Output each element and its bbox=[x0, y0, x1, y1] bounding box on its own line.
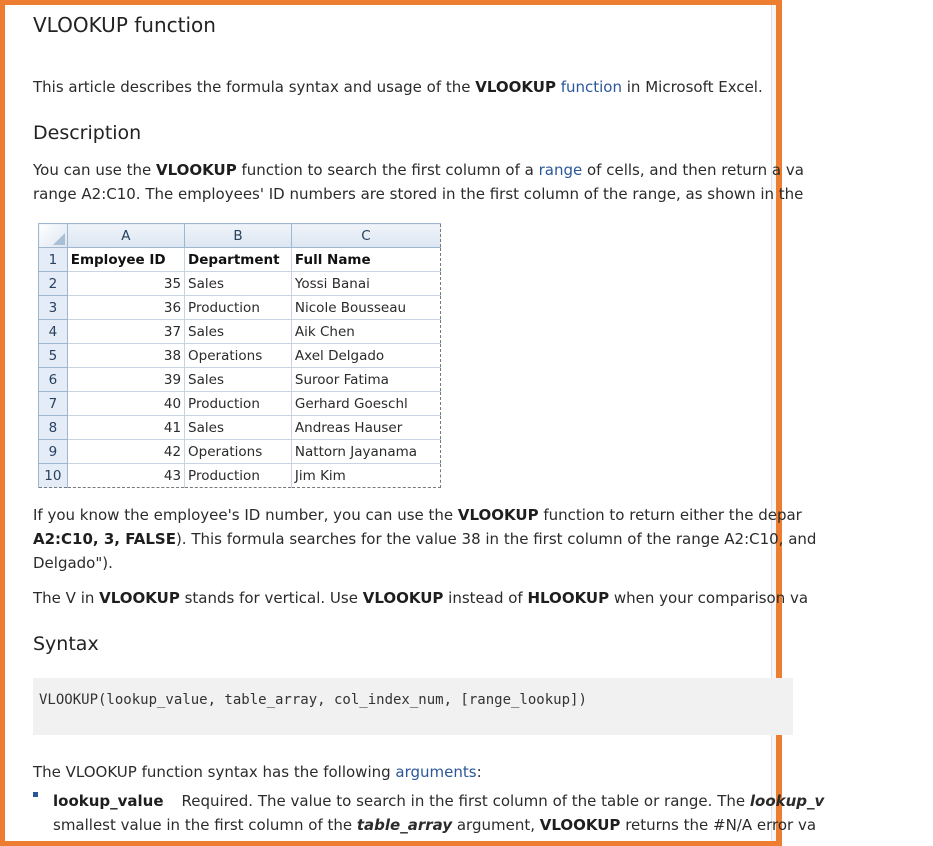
row-number: 9 bbox=[39, 440, 68, 464]
row-number: 1 bbox=[39, 248, 68, 272]
argument-vlookup: VLOOKUP bbox=[539, 816, 621, 834]
cell-a: 43 bbox=[67, 464, 184, 488]
intro-suffix: in Microsoft Excel. bbox=[622, 78, 763, 96]
example-text-c: function to return either the depar bbox=[538, 506, 802, 524]
example-line-3: Delgado"). bbox=[33, 554, 113, 572]
cell-a: 40 bbox=[67, 392, 184, 416]
cell-c: Yossi Banai bbox=[291, 272, 440, 296]
function-link[interactable]: function bbox=[560, 78, 622, 96]
cell-c: Gerhard Goeschl bbox=[291, 392, 440, 416]
syntax-heading: Syntax bbox=[33, 633, 99, 655]
sheet-row bbox=[39, 368, 441, 392]
cell-c: Nattorn Jayanama bbox=[291, 440, 440, 464]
cell-a: Employee ID bbox=[67, 248, 184, 272]
cell-c: Aik Chen bbox=[291, 320, 440, 344]
syntax-code-block: VLOOKUP(lookup_value, table_array, col_index_num, [range_lookup]) bbox=[33, 678, 793, 735]
argument-desc-2b: argument, bbox=[452, 816, 540, 834]
vertical-hlookup: HLOOKUP bbox=[527, 589, 610, 607]
arguments-text: The VLOOKUP function syntax has the following bbox=[33, 763, 396, 781]
sheet-row bbox=[39, 344, 441, 368]
desc-text-d: of cells, and then return a va bbox=[582, 161, 804, 179]
row-number: 7 bbox=[39, 392, 68, 416]
argument-desc-2a: smallest value in the first column of the bbox=[53, 816, 357, 834]
row-number: 4 bbox=[39, 320, 68, 344]
cell-a: 42 bbox=[67, 440, 184, 464]
example-text-2b: ). This formula searches for the value 38 in the first column of the range A2:C10, and bbox=[175, 530, 817, 548]
cell-a: 35 bbox=[67, 272, 184, 296]
cell-b: Production bbox=[185, 392, 292, 416]
row-number: 6 bbox=[39, 368, 68, 392]
example-text-a: If you know the employee's ID number, you can use the bbox=[33, 506, 458, 524]
argument-ref: lookup_v bbox=[749, 792, 825, 810]
argument-name: lookup_value bbox=[53, 792, 164, 810]
description-line-1 bbox=[33, 158, 804, 182]
cell-c: Suroor Fatima bbox=[291, 368, 440, 392]
vertical-text-g: when your comparison va bbox=[609, 589, 809, 607]
example-line-1 bbox=[33, 503, 802, 527]
sheet-row bbox=[39, 248, 441, 272]
argument-desc: Required. The value to search in the first column of the table or range. The bbox=[181, 792, 750, 810]
example-formula-args: A2:C10, 3, FALSE bbox=[33, 530, 176, 548]
desc-text-c: function to search the first column of a bbox=[236, 161, 539, 179]
row-number: 5 bbox=[39, 344, 68, 368]
arguments-link[interactable]: arguments bbox=[395, 763, 477, 781]
intro-vlookup: VLOOKUP bbox=[475, 78, 556, 96]
sheet-row bbox=[39, 296, 441, 320]
cell-a: 36 bbox=[67, 296, 184, 320]
sheet-row bbox=[39, 272, 441, 296]
vertical-text-e: instead of bbox=[443, 589, 528, 607]
argument-desc-2c: returns the #N/A error va bbox=[620, 816, 817, 834]
excel-sheet-image bbox=[38, 223, 441, 488]
row-number: 10 bbox=[39, 464, 68, 488]
sheet-corner bbox=[39, 224, 68, 248]
arguments-intro bbox=[33, 760, 482, 784]
row-number: 3 bbox=[39, 296, 68, 320]
vertical-vlookup-1: VLOOKUP bbox=[99, 589, 180, 607]
sheet-row bbox=[39, 320, 441, 344]
cell-b: Sales bbox=[185, 368, 292, 392]
page-title: VLOOKUP function bbox=[33, 13, 216, 37]
argument-item-line-1 bbox=[53, 789, 824, 813]
description-heading: Description bbox=[33, 122, 142, 144]
row-number: 8 bbox=[39, 416, 68, 440]
vertical-text-a: The V in bbox=[33, 589, 100, 607]
description-line-2: range A2:C10. The employees' ID numbers are stored in the first column of the range, as shown in the bbox=[33, 185, 804, 203]
sheet-row bbox=[39, 464, 441, 488]
cell-a: 37 bbox=[67, 320, 184, 344]
cell-b: Operations bbox=[185, 344, 292, 368]
vertical-vlookup-2: VLOOKUP bbox=[362, 589, 444, 607]
bullet-icon bbox=[33, 792, 38, 797]
range-link[interactable]: range bbox=[538, 161, 583, 179]
arguments-colon: : bbox=[476, 763, 482, 781]
sheet-row bbox=[39, 440, 441, 464]
intro-paragraph bbox=[33, 75, 763, 99]
example-vlookup: VLOOKUP bbox=[457, 506, 539, 524]
cell-c: Axel Delgado bbox=[291, 344, 440, 368]
column-header-c: C bbox=[291, 224, 440, 248]
cell-b: Sales bbox=[185, 272, 292, 296]
cell-c: Full Name bbox=[291, 248, 440, 272]
argument-item-line-2 bbox=[53, 813, 816, 837]
cell-b: Operations bbox=[185, 440, 292, 464]
vertical-text-c: stands for vertical. Use bbox=[179, 589, 363, 607]
cell-c: Jim Kim bbox=[291, 464, 440, 488]
cell-a: 41 bbox=[67, 416, 184, 440]
cell-b: Department bbox=[185, 248, 292, 272]
sheet-row bbox=[39, 392, 441, 416]
cell-a: 39 bbox=[67, 368, 184, 392]
cell-c: Andreas Hauser bbox=[291, 416, 440, 440]
column-header-b: B bbox=[185, 224, 292, 248]
cell-a: 38 bbox=[67, 344, 184, 368]
cell-b: Sales bbox=[185, 416, 292, 440]
sheet-row bbox=[39, 416, 441, 440]
cell-b: Production bbox=[185, 296, 292, 320]
column-header-a: A bbox=[67, 224, 184, 248]
intro-text: This article describes the formula syntax and usage of the bbox=[33, 78, 476, 96]
cell-b: Production bbox=[185, 464, 292, 488]
row-number: 2 bbox=[39, 272, 68, 296]
example-line-2 bbox=[33, 527, 816, 551]
argument-table-array: table_array bbox=[356, 816, 453, 834]
cell-c: Nicole Bousseau bbox=[291, 296, 440, 320]
desc-text-a: You can use the bbox=[33, 161, 157, 179]
desc-vlookup: VLOOKUP bbox=[156, 161, 237, 179]
cell-b: Sales bbox=[185, 320, 292, 344]
vertical-paragraph bbox=[33, 586, 808, 610]
